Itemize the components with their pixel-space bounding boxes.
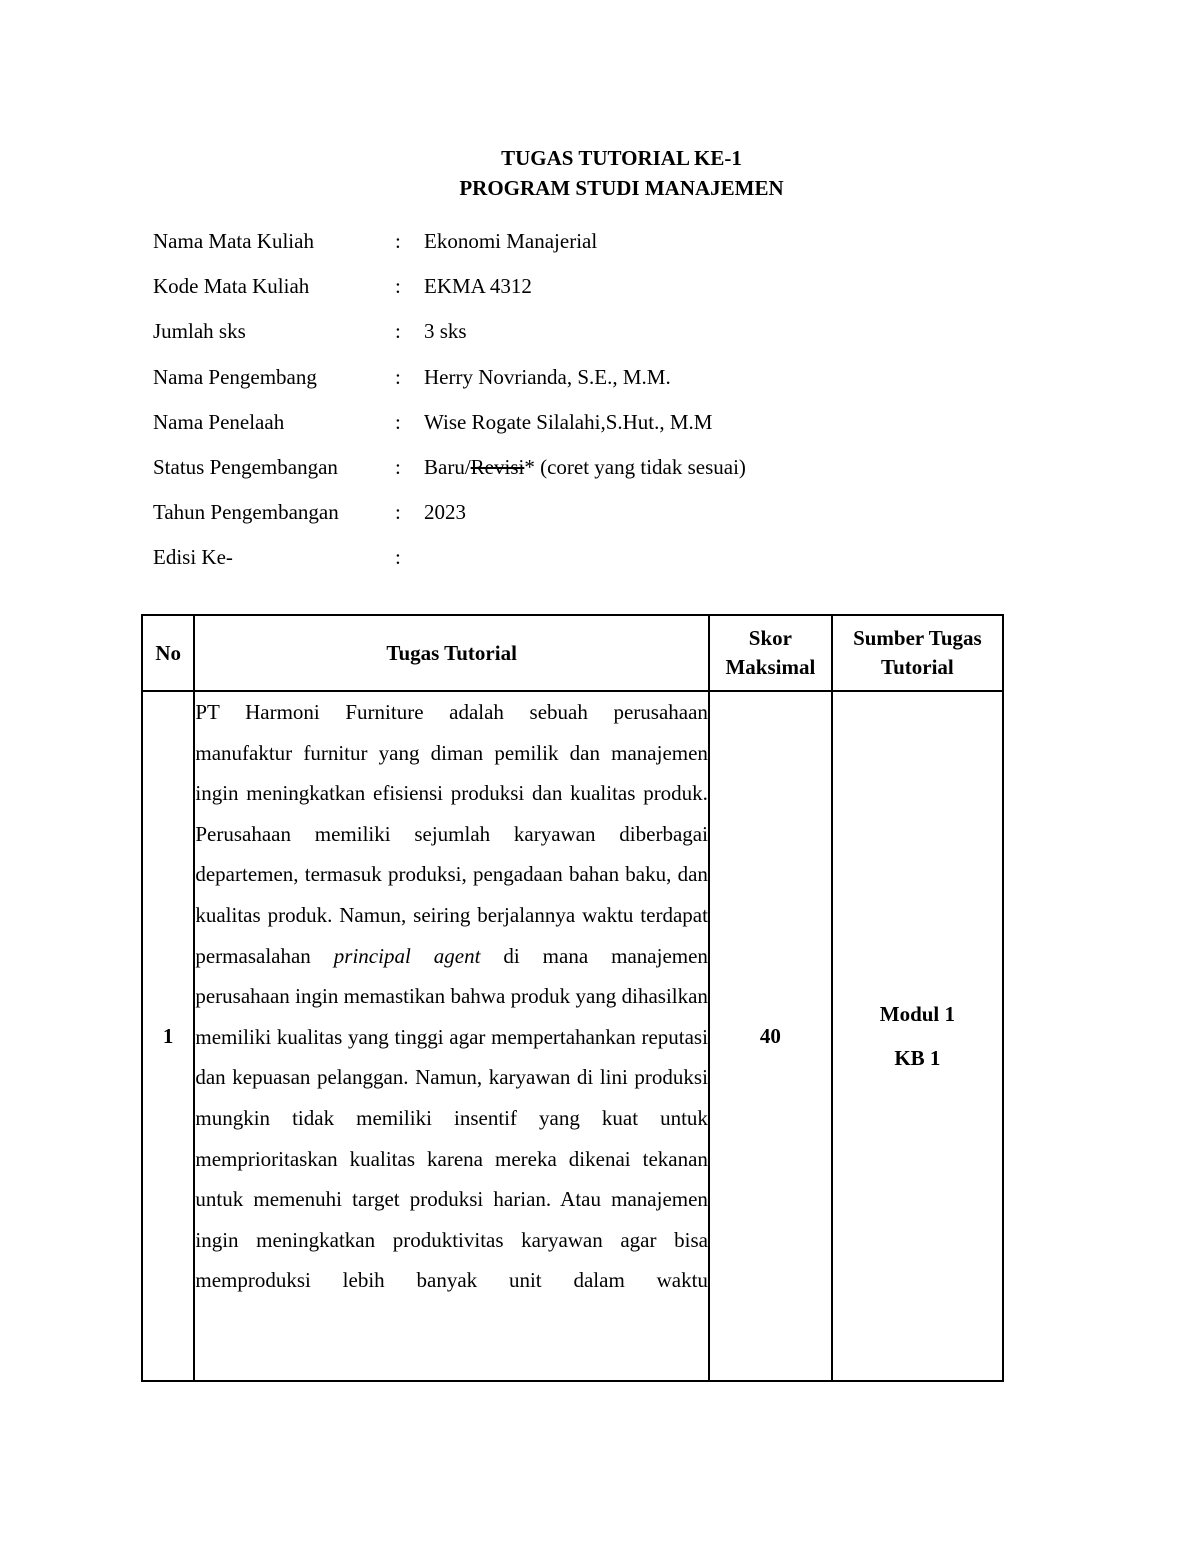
task-text-part-1: PT Harmoni Furniture adalah sebuah perusahaan manufaktur furnitur yang diman pemilik dan manajemen ingin meningkatkan efisiensi produksi dan kualitas produk. Perusahaan memiliki sejumlah karyawan diberbagai departemen, termasuk produksi, pengadaan bahan baku, dan kualitas produk. Namun, seiring berjalannya waktu terdapat permasalahan: [195, 700, 708, 968]
table-row: [142, 691, 1003, 1381]
info-label: Nama Mata Kuliah: [153, 229, 314, 253]
info-label: Edisi Ke-: [153, 545, 233, 570]
document-title: [0, 143, 1200, 203]
info-label: Nama Pengembang: [153, 364, 317, 389]
header-max-score: [709, 615, 832, 691]
row-number: 1: [142, 691, 194, 1381]
header-task-source-line-2: Tutorial: [881, 655, 954, 679]
header-task: Tugas Tutorial: [194, 615, 709, 691]
title-line-2: PROGRAM STUDI MANAJEMEN: [459, 176, 784, 200]
header-no: No: [142, 615, 194, 691]
table-header-row: [142, 615, 1003, 691]
task-description: [194, 691, 709, 1381]
title-line-1: TUGAS TUTORIAL KE-1: [501, 146, 742, 170]
task-text-part-2: di mana manajemen perusahaan ingin memastikan bahwa produk yang dihasilkan memiliki kualitas yang tinggi agar mempertahankan reputasi dan kepuasan pelanggan. Namun, karyawan di lini produksi mungkin tidak memiliki insentif yang kuat untuk memprioritaskan kualitas karena mereka dikenai tekanan untuk memenuhi target produksi harian. Atau manajemen ingin meningkatkan produktivitas karyawan agar bisa memproduksi lebih banyak unit dalam waktu: [195, 943, 708, 1293]
status-revision-struck: Revisi: [470, 454, 525, 479]
info-label: Kode Mata Kuliah: [153, 274, 310, 299]
info-value: Wise Rogate Silalahi,S.Hut., M.M: [424, 409, 713, 434]
info-label: Status Pengembangan: [153, 454, 338, 479]
info-value: Ekonomi Manajerial: [424, 229, 598, 253]
info-colon: :: [395, 545, 401, 570]
task-source: [832, 691, 1003, 1381]
status-new: Baru/: [424, 454, 471, 479]
info-value: EKMA 4312: [424, 274, 532, 299]
info-colon: :: [395, 229, 401, 253]
task-source-kb: KB 1: [894, 1046, 941, 1070]
info-label: Nama Penelaah: [153, 409, 285, 434]
info-value: 2023: [424, 500, 466, 525]
info-colon: :: [395, 454, 401, 479]
header-task-source-line-1: Sumber Tugas: [853, 626, 982, 650]
info-value: [424, 450, 746, 484]
header-max-score-line-1: Skor: [748, 626, 792, 650]
info-colon: :: [395, 274, 401, 299]
info-label: Jumlah sks: [153, 319, 246, 344]
task-text-italic-term: principal agent: [333, 943, 481, 968]
info-colon: :: [395, 409, 401, 434]
info-value: 3 sks: [424, 319, 467, 344]
header-task-source: [832, 615, 1003, 691]
tutorial-task-table: [141, 614, 1004, 1382]
info-colon: :: [395, 319, 401, 344]
info-colon: :: [395, 364, 401, 389]
task-source-module: Modul 1: [879, 1002, 956, 1026]
info-label: Tahun Pengembangan: [153, 500, 339, 525]
info-colon: :: [395, 500, 401, 525]
info-value: Herry Novrianda, S.E., M.M.: [424, 364, 671, 389]
max-score: 40: [709, 691, 832, 1381]
status-note: * (coret yang tidak sesuai): [524, 454, 746, 479]
header-max-score-line-2: Maksimal: [725, 655, 816, 679]
